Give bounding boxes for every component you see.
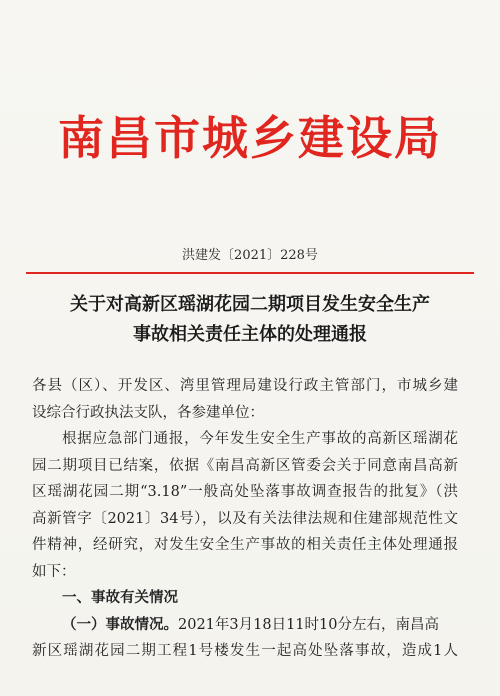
document-title-line-1: 关于对高新区瑶湖花园二期项目发生安全生产 — [70, 294, 430, 315]
paragraph-1-line-3: 区瑶湖花园二期“3.18”一般高处坠落事故调查报告的批复》（洪 — [32, 484, 458, 500]
recipients-line-1: 各县（区）、开发区、湾里管理局建设行政主管部门，市城乡建 — [32, 378, 458, 394]
document-body — [32, 373, 458, 665]
paragraph-1-line-1: 根据应急部门通报，今年发生安全生产事故的高新区瑶湖花 — [62, 431, 458, 447]
subsection-1-line-1-text: 2021年3月18日11时10分左右，南昌高 — [178, 616, 439, 633]
subsection-1-line-1 — [58, 612, 458, 639]
subsection-1-line-2: 新区瑶湖花园二期工程1号楼发生一起高处坠落事故，造成1人 — [32, 643, 458, 659]
paragraph-1-line-5: 件精神，经研究，对发生安全生产事故的相关责任主体处理通报 — [32, 537, 458, 553]
recipients-line-2: 设综合行政执法支队，各参建单位： — [32, 404, 264, 421]
section-1-heading: 一、事故有关情况 — [62, 589, 178, 606]
paragraph-1 — [32, 426, 458, 585]
red-divider-line — [26, 272, 474, 274]
subsection-1-label: （一）事故情况。 — [62, 615, 178, 633]
paragraph-1-line-4: 高新管字〔2021〕34号），以及有关法律法规和住建部规范性文 — [32, 510, 458, 527]
recipients — [32, 373, 458, 426]
paragraph-1-line-2: 园二期项目已结案，依据《南昌高新区管委会关于同意南昌高新 — [32, 457, 458, 474]
subsection-1 — [32, 612, 458, 665]
document-number: 洪建发〔2021〕228号 — [182, 248, 318, 263]
issuing-authority-header: 南昌市城乡建设局 — [58, 111, 442, 165]
document-title — [40, 290, 460, 350]
paragraph-1-line-6: 如下： — [32, 563, 76, 580]
document-title-line-2: 事故相关责任主体的处理通报 — [133, 324, 367, 345]
